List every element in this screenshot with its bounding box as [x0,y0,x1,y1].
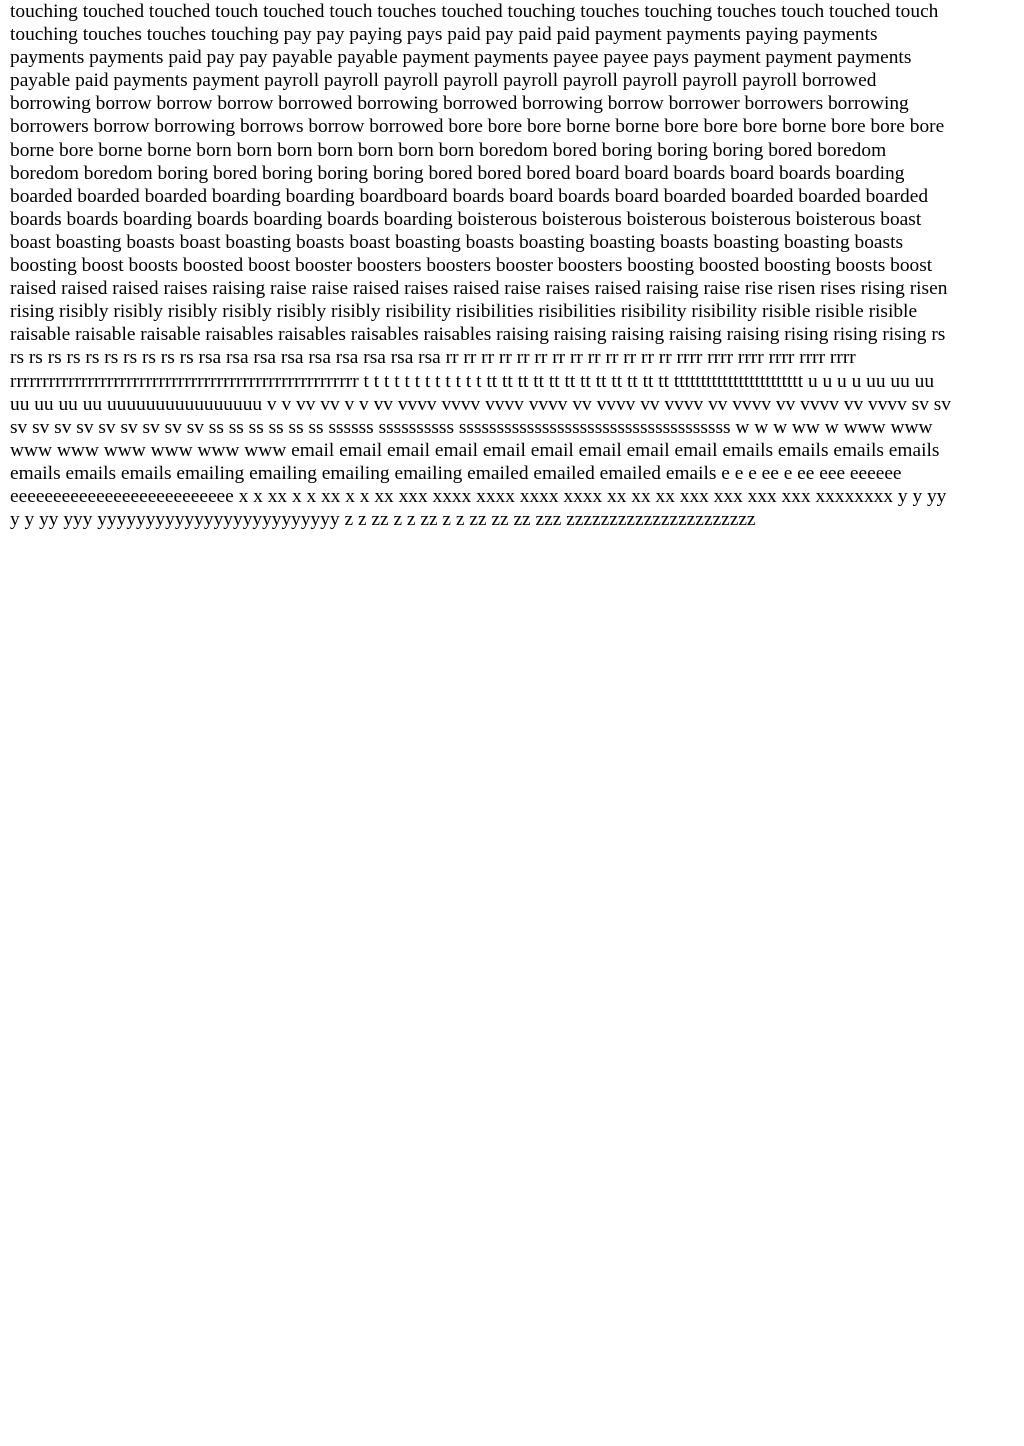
text-line: borne bore borne borne born born born born born born born boredom bored boring boring boring bored boredom [10,139,887,161]
text-line: eeeeeeeeeeeeeeeeeeeeeeeeee x x xx x x xx x x xx xxx xxxx xxxx xxxx xxxx xx xx xx xxx xxx xxx xxx xxxxxxxx y y yy [10,485,947,507]
text-line: sv sv sv sv sv sv sv sv sv ss ss ss ss ss ss ssssss ssssssssss ssssssssssssssssssssssssssssssssssss w w w ww w www www [10,416,933,438]
text-line: rising risibly risibly risibly risibly risibly risibly risibility risibilities risibilities risibility risibility risible risible risible [10,301,918,323]
text-line: uu uu uu uu uuuuuuuuuuuuuuuu v v vv vv v v vv vvvv vvvv vvvv vvvv vv vvvv vv vvvv vv vvvv vv vvvv vv vvvv sv sv [10,393,951,415]
text-line: rs rs rs rs rs rs rs rs rs rs rsa rsa rsa rsa rsa rsa rsa rsa rsa rr rr rr rr rr rr rr rr rr rr rr rr rr rrrr rrrr rrrr rrrr rrrr rrrr [10,347,856,369]
text-line: boarded boarded boarded boarding boarding boardboard boards board boards board boarded boarded boarded boarded [10,185,929,207]
text-line: www www www www www www email email email email email email email email email emails emails emails emails [10,439,940,461]
text-line: boards boards boarding boards boarding boards boarding boisterous boisterous boisterous boisterous boisterous boast [10,208,922,230]
text-line: rrrrrrrrrrrrrrrrrrrrrrrrrrrrrrrrrrrrrrrrrrrrrrrrrrrrrr t t t t t t t t t t t t tt tt tt tt tt tt tt tt tt tt tt tt tttttttttttttttttttttttt u u u u uu uu uu [10,370,935,392]
document-body [10,0,1014,531]
text-line: borrowers borrow borrowing borrows borrow borrowed bore bore bore borne borne bore bore bore borne bore bore bore [10,116,945,138]
text-line: touching touched touched touch touched touch touches touched touching touches touching touches touch touched touch [10,1,939,22]
text-line: y y yy yyy yyyyyyyyyyyyyyyyyyyyyyyyy z z zz z z zz z z zz zz zz zzz zzzzzzzzzzzzzzzzzzzzzz [10,509,756,531]
text-line: boosting boost boosts boosted boost booster boosters boosters booster boosters boosting boosted boosting boosts boost [10,255,933,277]
text-line: emails emails emails emailing emailing emailing emailing emailed emailed emailed emails e e e ee e ee eee eeeeee [10,462,902,484]
text-line: boast boasting boasts boast boasting boasts boast boasting boasts boasting boasting boasts boasting boasting boasts [10,231,904,253]
text-line: payments payments paid pay pay payable payable payment payments payee payee pays payment payment payments [10,47,912,69]
text-line: touching touches touches touching pay pay paying pays paid pay paid paid payment payments paying payments [10,24,878,46]
text-line: raisable raisable raisable raisables raisables raisables raisables raising raising raising raising raising rising rising rising rs [10,324,946,346]
text-line: boredom boredom boring bored boring boring boring bored bored bored board board boards board boards boarding [10,162,905,184]
text-line: borrowing borrow borrow borrow borrowed borrowing borrowed borrowing borrow borrower borrowers borrowing [10,93,909,115]
text-line: raised raised raised raises raising raise raise raised raises raised raise raises raised raising raise rise risen rises rising risen [10,278,948,300]
text-line: payable paid payments payment payroll payroll payroll payroll payroll payroll payroll payroll payroll borrowed [10,70,877,92]
